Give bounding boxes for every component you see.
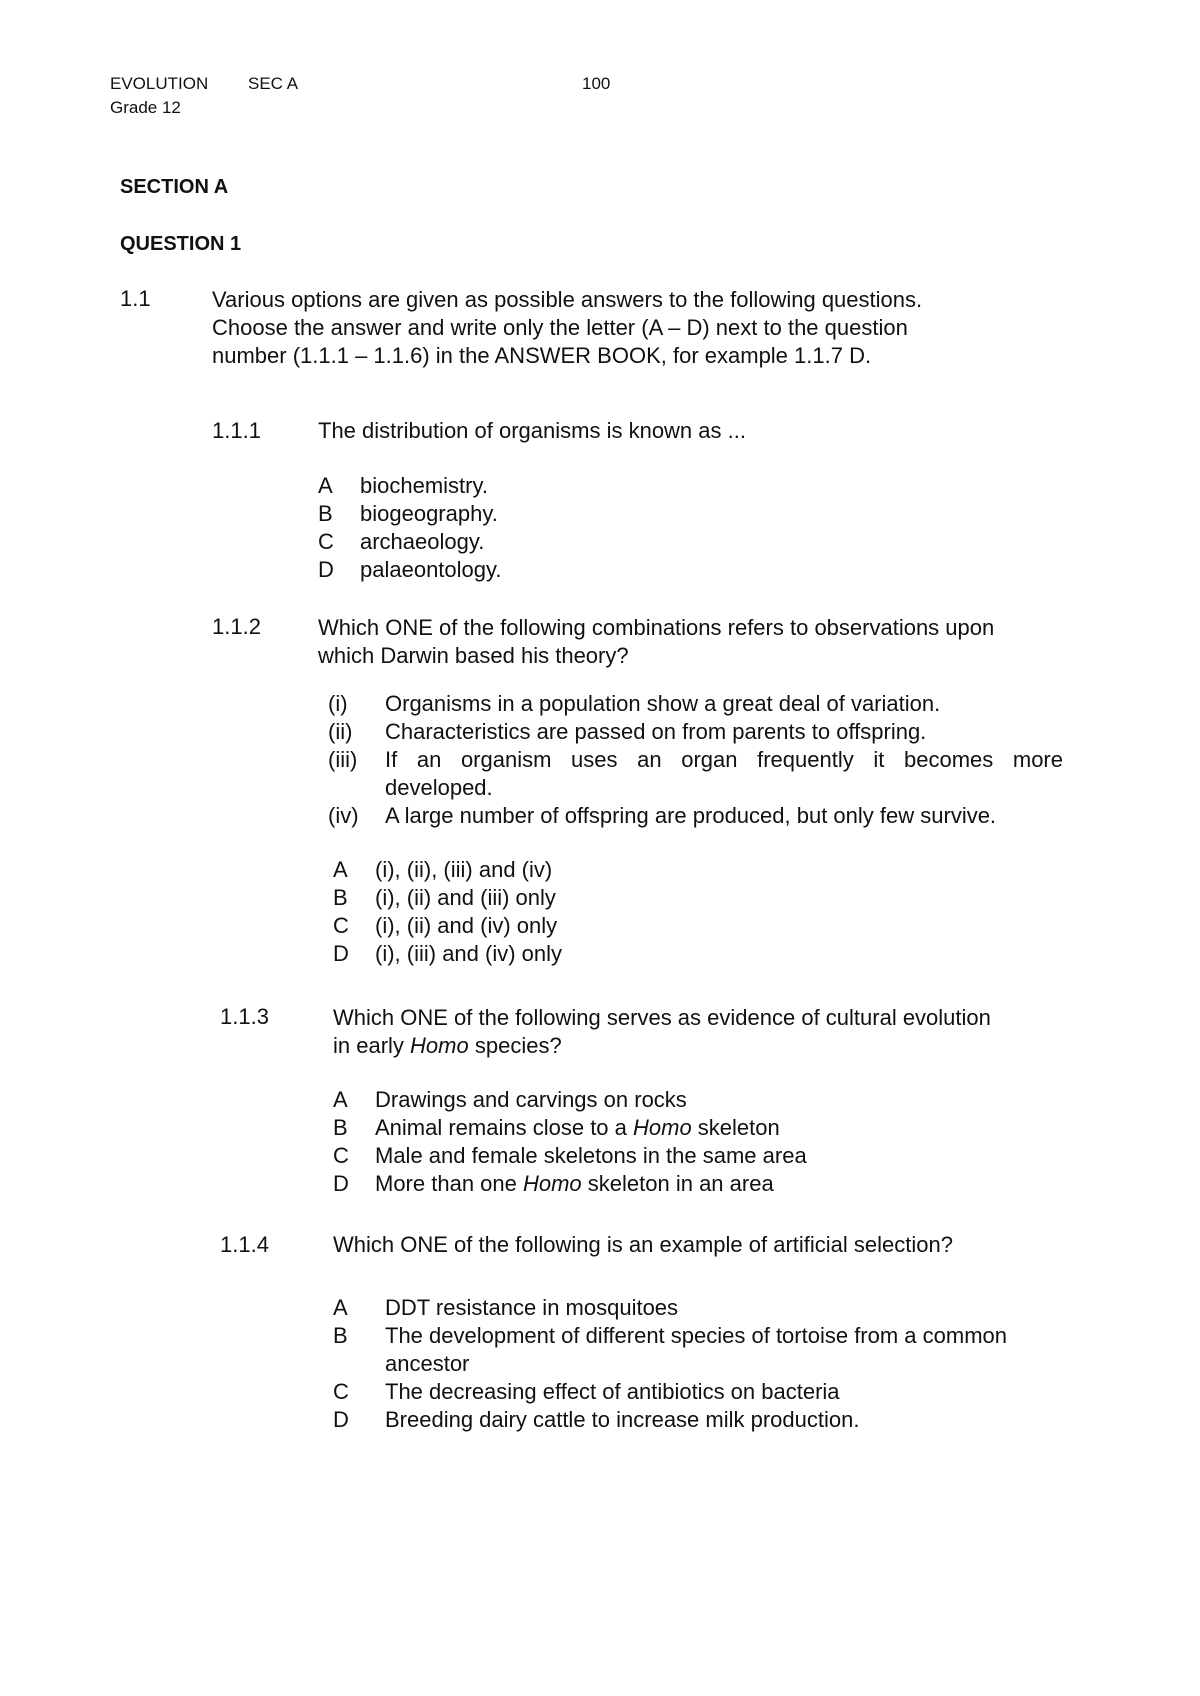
- option-item: [333, 856, 562, 884]
- instruction-line: Choose the answer and write only the letter (A – D) next to the question: [212, 315, 908, 340]
- option-letter: A: [333, 1295, 348, 1320]
- question-heading: QUESTION 1: [120, 233, 242, 255]
- instruction-line: Various options are given as possible answers to the following questions.: [212, 287, 923, 312]
- options-list: [333, 1086, 807, 1198]
- option-text: DDT resistance in mosquitoes: [385, 1295, 679, 1320]
- statement-label: (ii): [328, 719, 353, 744]
- statement-text: A large number of offspring are produced, but only few survive.: [385, 803, 997, 828]
- question-stem: [318, 614, 994, 670]
- statement-text: Organisms in a population show a great deal of variation.: [385, 691, 941, 716]
- header-section: SEC A: [248, 74, 299, 93]
- option-text: biochemistry.: [360, 473, 488, 498]
- option-item: [318, 556, 502, 584]
- section-heading: SECTION A: [120, 176, 229, 198]
- header-grade: Grade 12: [110, 98, 181, 117]
- options-list: [333, 856, 562, 968]
- statement-item: [328, 802, 1063, 830]
- option-item: [333, 940, 562, 968]
- option-text: archaeology.: [360, 529, 485, 554]
- question-stem-line: Which ONE of the following combinations refers to observations upon: [318, 615, 995, 640]
- question-stem: Which ONE of the following is an example of artificial selection?: [333, 1232, 953, 1257]
- question-number: 1.1.3: [220, 1004, 269, 1029]
- options-list: [333, 1294, 1007, 1434]
- option-text: Animal remains close to a: [375, 1115, 633, 1140]
- stem-text: species?: [468, 1033, 562, 1058]
- option-item: [318, 500, 502, 528]
- statement-label: (iii): [328, 747, 358, 772]
- question-stem: The distribution of organisms is known as ...: [318, 418, 746, 443]
- option-item: [333, 1378, 1007, 1406]
- option-item: [333, 1086, 807, 1114]
- option-item: [333, 1142, 807, 1170]
- stem-italic: Homo: [410, 1033, 469, 1058]
- option-text: Breeding dairy cattle to increase milk production.: [385, 1407, 860, 1432]
- page-number: 100: [582, 74, 611, 93]
- instruction-number: 1.1: [120, 286, 151, 311]
- statement-text: Characteristics are passed on from parents to offspring.: [385, 719, 927, 744]
- option-text: ancestor: [385, 1351, 470, 1376]
- statement-label: (iv): [328, 803, 359, 828]
- question-number: 1.1.1: [212, 418, 261, 443]
- option-text: (i), (ii) and (iii) only: [375, 885, 556, 910]
- option-text: skeleton: [691, 1115, 780, 1140]
- option-item: [333, 912, 562, 940]
- question-number: 1.1.2: [212, 614, 261, 639]
- option-letter: D: [318, 557, 334, 582]
- instruction-line: number (1.1.1 – 1.1.6) in the ANSWER BOOK, for example 1.1.7 D.: [212, 343, 872, 368]
- option-item: [333, 1406, 1007, 1434]
- question-number: 1.1.4: [220, 1232, 269, 1257]
- question-stem: [333, 1004, 991, 1060]
- statement-item: [328, 774, 1063, 802]
- option-text: More than one: [375, 1171, 523, 1196]
- option-italic: Homo: [522, 1171, 582, 1196]
- option-text: The development of different species of tortoise from a common: [385, 1323, 1008, 1348]
- statement-item: [328, 690, 1063, 718]
- option-text: The decreasing effect of antibiotics on bacteria: [385, 1379, 840, 1404]
- option-text: biogeography.: [360, 501, 498, 526]
- option-letter: A: [318, 473, 333, 498]
- option-text: Drawings and carvings on rocks: [375, 1087, 687, 1112]
- option-text: (i), (ii), (iii) and (iv): [375, 857, 553, 882]
- option-letter: C: [333, 1379, 349, 1404]
- option-item: [333, 1114, 807, 1142]
- question-stem-line: which Darwin based his theory?: [318, 643, 629, 668]
- option-letter: B: [333, 1115, 348, 1140]
- option-text: (i), (iii) and (iv) only: [375, 941, 563, 966]
- option-letter: D: [333, 1407, 349, 1432]
- option-item: [333, 884, 562, 912]
- option-letter: C: [318, 529, 334, 554]
- header-title: EVOLUTION: [110, 74, 209, 93]
- option-letter: B: [318, 501, 333, 526]
- option-letter: C: [333, 1143, 349, 1168]
- option-text: skeleton in an area: [581, 1171, 774, 1196]
- statement-item: [328, 718, 1063, 746]
- statement-text: If an organism uses an organ frequently it becomes more: [385, 747, 1063, 772]
- option-text: palaeontology.: [360, 557, 502, 582]
- question-stem-line: [333, 1032, 991, 1060]
- option-item: [333, 1350, 1007, 1378]
- option-letter: B: [333, 1323, 348, 1348]
- options-list: [318, 472, 502, 584]
- option-item: [318, 528, 502, 556]
- option-letter: B: [333, 885, 348, 910]
- stem-text: in early: [333, 1033, 411, 1058]
- option-item: [318, 472, 502, 500]
- option-item: [333, 1294, 1007, 1322]
- instruction-text: [212, 286, 922, 370]
- option-letter: A: [333, 1087, 348, 1112]
- option-letter: D: [333, 941, 349, 966]
- statement-item: [328, 746, 1063, 774]
- statement-label: (i): [328, 691, 348, 716]
- statements-list: [328, 690, 1063, 830]
- option-item: [333, 1170, 807, 1198]
- option-italic: Homo: [633, 1115, 692, 1140]
- option-text: (i), (ii) and (iv) only: [375, 913, 558, 938]
- option-letter: D: [333, 1171, 349, 1196]
- option-letter: C: [333, 913, 349, 938]
- option-letter: A: [333, 857, 348, 882]
- option-item: [333, 1322, 1007, 1350]
- option-text: Male and female skeletons in the same area: [375, 1143, 807, 1168]
- statement-text: developed.: [385, 775, 493, 800]
- question-stem-line: Which ONE of the following serves as evidence of cultural evolution: [333, 1005, 991, 1030]
